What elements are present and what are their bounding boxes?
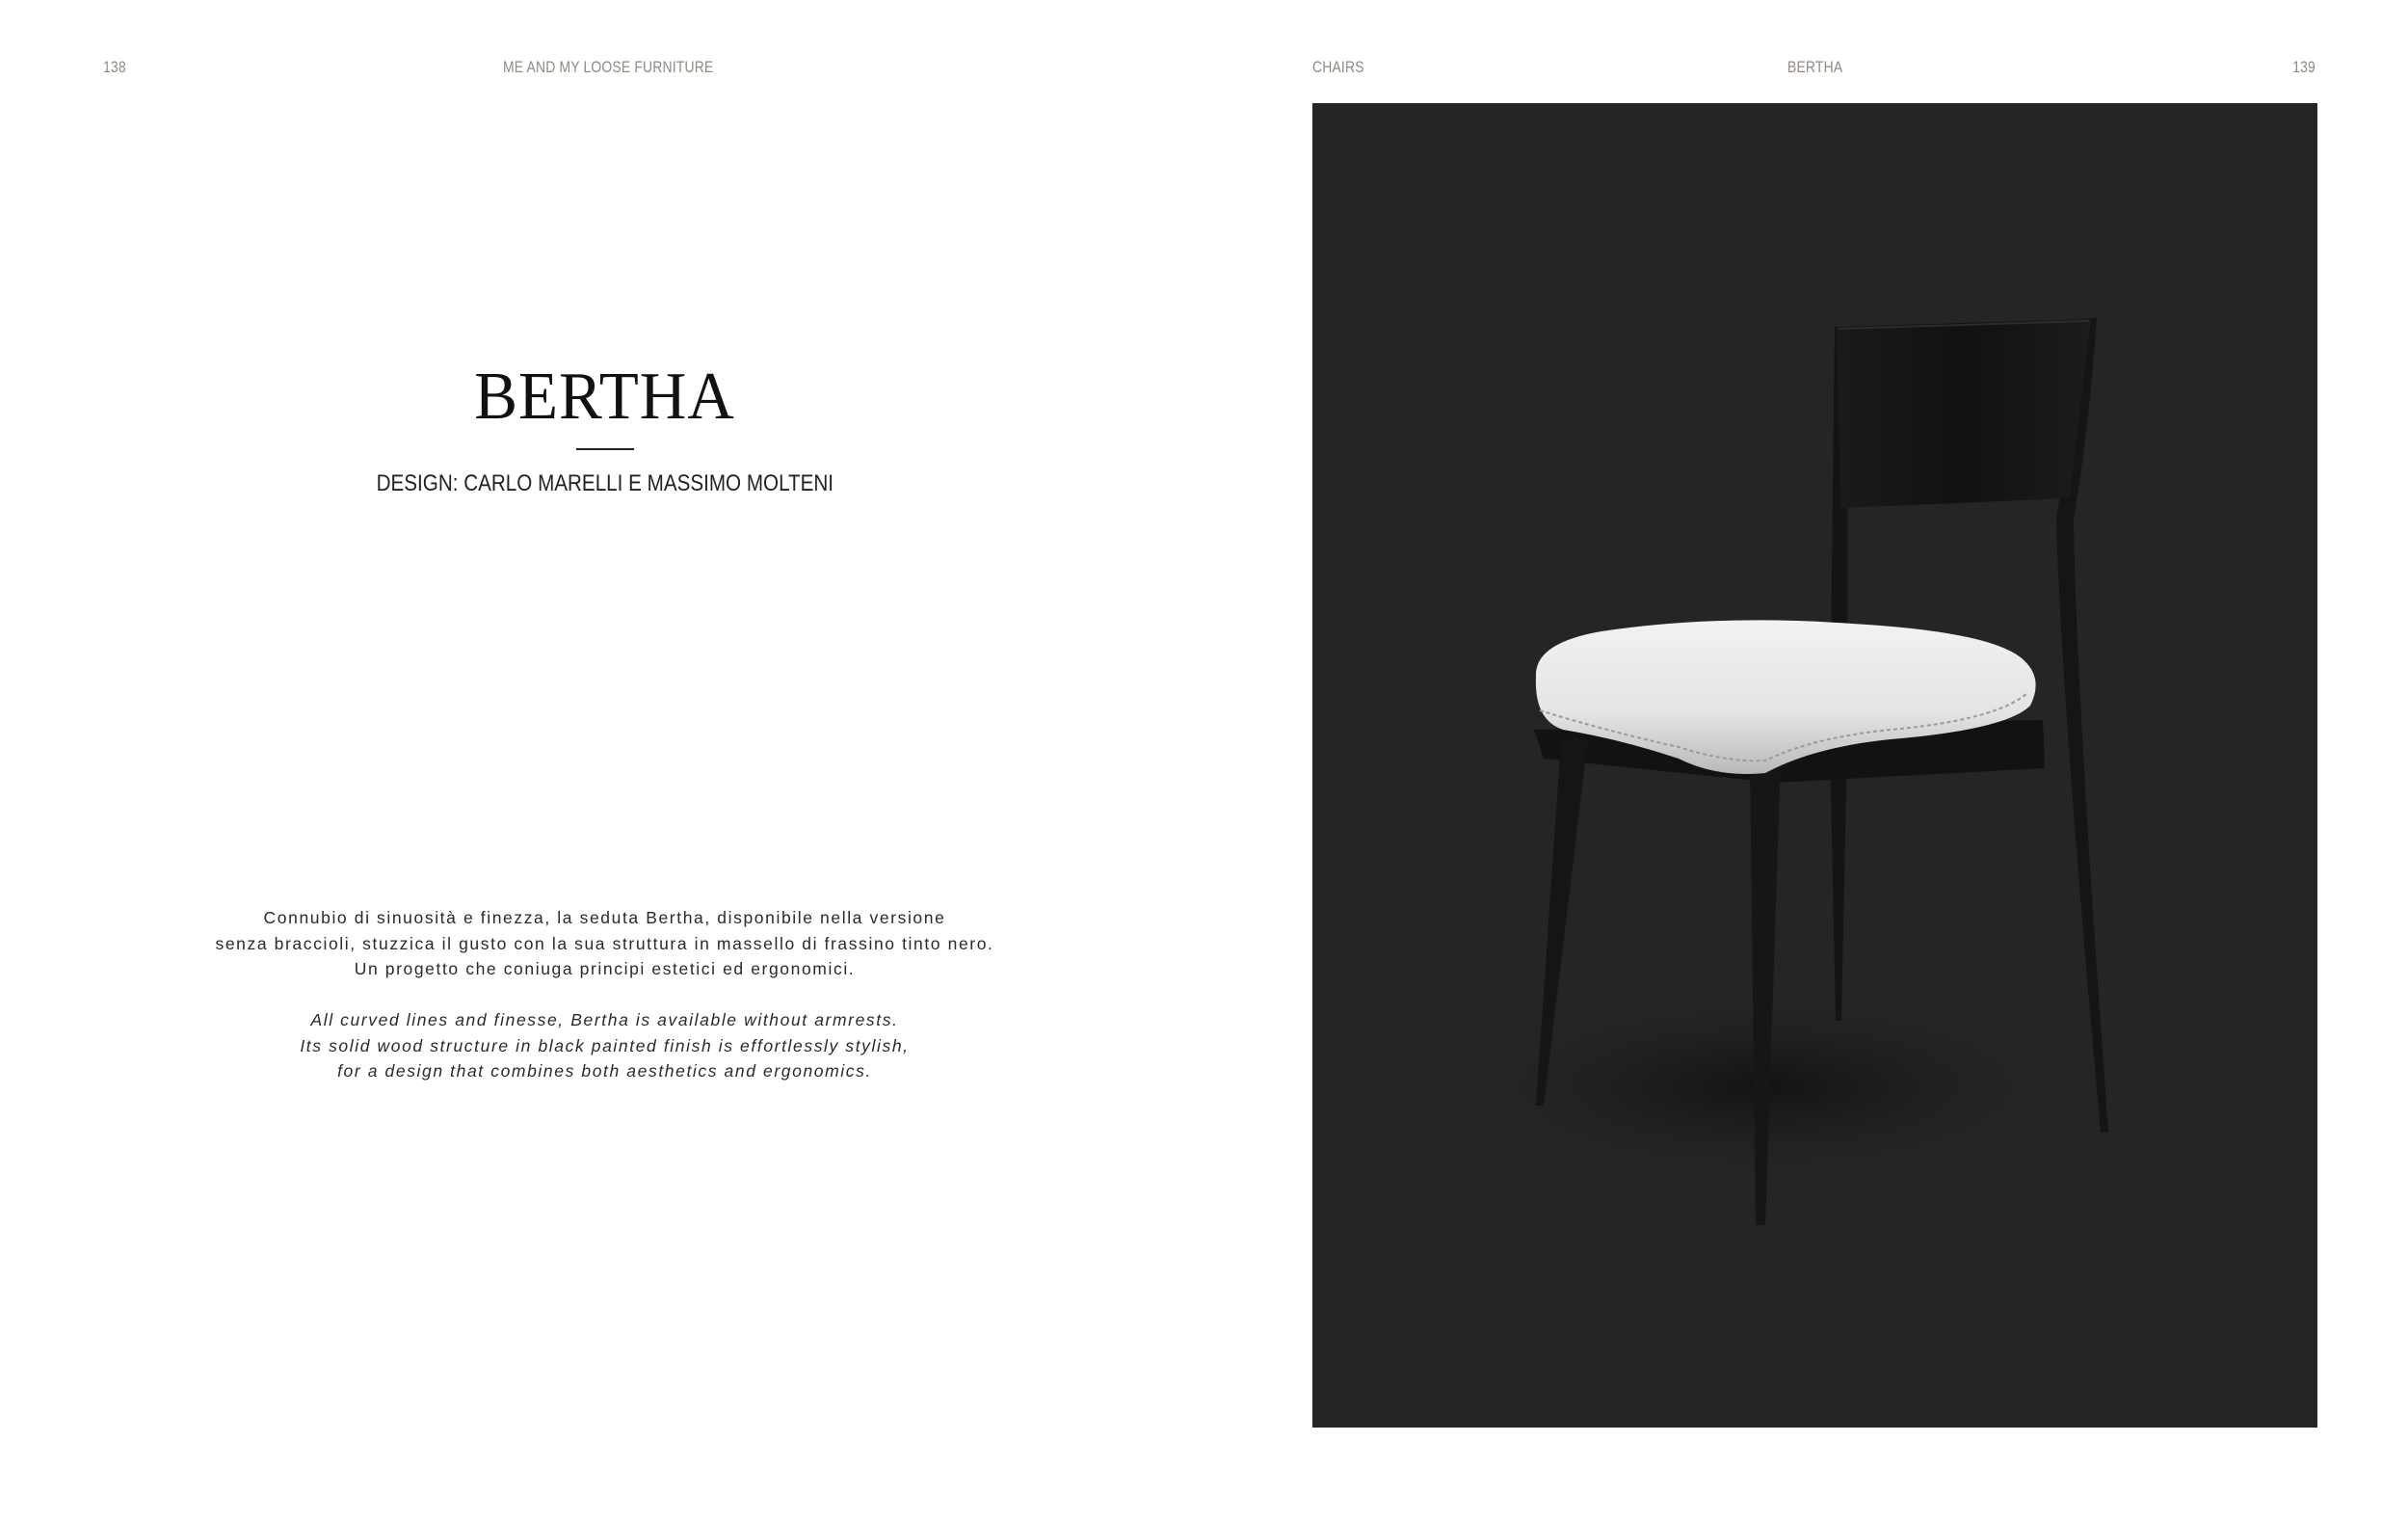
description-english <box>0 1007 1209 1084</box>
running-head-product: BERTHA <box>1787 58 1843 76</box>
running-head-section: CHAIRS <box>1312 58 1364 76</box>
running-head-left: ME AND MY LOOSE FURNITURE <box>503 58 714 76</box>
description-line: Connubio di sinuosità e finezza, la seduta Bertha, disponibile nella versione <box>263 908 946 927</box>
product-photo <box>1312 103 2317 1428</box>
description-line: for a design that combines both aesthetics and ergonomics. <box>337 1061 872 1081</box>
description-line: senza braccioli, stuzzica il gusto con la sua struttura in massello di frassino tinto nero. <box>215 933 994 953</box>
description-line: Un progetto che coniuga principi estetici ed ergonomici. <box>354 959 856 978</box>
description-line: Its solid wood structure in black painted finish is effortlessly stylish, <box>300 1035 910 1055</box>
description-line: All curved lines and finesse, Bertha is available without armrests. <box>310 1010 899 1029</box>
title-divider <box>576 448 634 450</box>
page-number-left: 138 <box>103 58 126 76</box>
designer-credit <box>0 470 1209 497</box>
chair-illustration <box>1312 103 2317 1428</box>
page-number-right: 139 <box>2292 58 2315 76</box>
product-title: BERTHA <box>474 360 735 434</box>
chair-backrest <box>1837 319 2091 508</box>
designer-credit-text: DESIGN: CARLO MARELLI E MASSIMO MOLTENI <box>376 470 834 496</box>
description-italian <box>0 905 1209 982</box>
